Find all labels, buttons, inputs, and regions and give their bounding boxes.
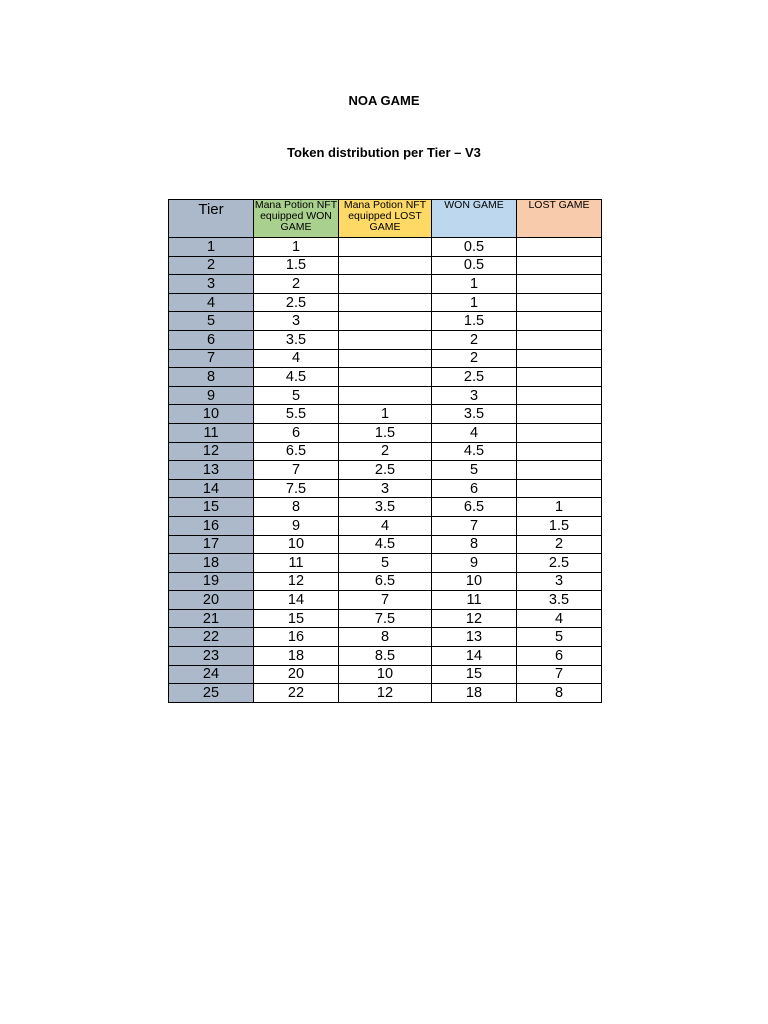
lost-cell: 5 (517, 628, 602, 647)
table-row (169, 330, 602, 349)
mana-won-cell: 3 (254, 312, 339, 331)
mana-lost-cell: 2 (339, 442, 432, 461)
tier-cell: 2 (169, 256, 254, 275)
lost-cell: 3 (517, 572, 602, 591)
tier-cell: 24 (169, 665, 254, 684)
tier-cell: 1 (169, 238, 254, 257)
won-cell: 3.5 (432, 405, 517, 424)
mana-won-cell: 6.5 (254, 442, 339, 461)
mana-won-cell: 20 (254, 665, 339, 684)
lost-cell: 8 (517, 684, 602, 703)
mana-lost-cell: 7 (339, 591, 432, 610)
mana-won-cell: 11 (254, 554, 339, 573)
mana-won-cell: 22 (254, 684, 339, 703)
table-row (169, 665, 602, 684)
mana-won-cell: 2.5 (254, 293, 339, 312)
won-cell: 15 (432, 665, 517, 684)
tier-cell: 12 (169, 442, 254, 461)
header-tier: Tier (169, 200, 254, 238)
mana-won-cell: 7.5 (254, 479, 339, 498)
tier-cell: 5 (169, 312, 254, 331)
mana-lost-cell (339, 330, 432, 349)
won-cell: 6 (432, 479, 517, 498)
lost-cell (517, 368, 602, 387)
won-cell: 8 (432, 535, 517, 554)
won-cell: 1 (432, 293, 517, 312)
won-cell: 2 (432, 349, 517, 368)
lost-cell: 6 (517, 647, 602, 666)
lost-cell: 2 (517, 535, 602, 554)
table-row (169, 684, 602, 703)
tier-cell: 14 (169, 479, 254, 498)
header-row (169, 200, 602, 238)
lost-cell (517, 293, 602, 312)
mana-lost-cell: 4 (339, 516, 432, 535)
table-row (169, 405, 602, 424)
lost-cell (517, 238, 602, 257)
mana-won-cell: 5.5 (254, 405, 339, 424)
tier-cell: 17 (169, 535, 254, 554)
lost-cell (517, 479, 602, 498)
table-row (169, 554, 602, 573)
tier-cell: 25 (169, 684, 254, 703)
won-cell: 10 (432, 572, 517, 591)
lost-cell (517, 330, 602, 349)
tier-cell: 7 (169, 349, 254, 368)
tier-cell: 3 (169, 275, 254, 294)
table-row (169, 442, 602, 461)
mana-lost-cell: 1.5 (339, 423, 432, 442)
mana-lost-cell (339, 349, 432, 368)
table-body (169, 238, 602, 703)
mana-lost-cell (339, 275, 432, 294)
won-cell: 3 (432, 386, 517, 405)
lost-cell (517, 256, 602, 275)
tier-cell: 10 (169, 405, 254, 424)
lost-cell: 4 (517, 609, 602, 628)
lost-cell: 1.5 (517, 516, 602, 535)
tier-cell: 21 (169, 609, 254, 628)
mana-lost-cell: 5 (339, 554, 432, 573)
tier-cell: 22 (169, 628, 254, 647)
tier-cell: 9 (169, 386, 254, 405)
token-distribution-table (168, 199, 602, 703)
table-row (169, 293, 602, 312)
document-title: NOA GAME (348, 93, 420, 108)
table-row (169, 628, 602, 647)
mana-lost-cell: 8.5 (339, 647, 432, 666)
mana-lost-cell (339, 368, 432, 387)
won-cell: 5 (432, 461, 517, 480)
won-cell: 18 (432, 684, 517, 703)
mana-won-cell: 1 (254, 238, 339, 257)
won-cell: 4.5 (432, 442, 517, 461)
won-cell: 0.5 (432, 238, 517, 257)
tier-cell: 16 (169, 516, 254, 535)
mana-lost-cell: 7.5 (339, 609, 432, 628)
mana-lost-cell (339, 312, 432, 331)
tier-cell: 8 (169, 368, 254, 387)
header-mana-potion-won: Mana Potion NFT equipped WON GAME (254, 200, 339, 238)
table-row (169, 516, 602, 535)
lost-cell (517, 423, 602, 442)
header-lost-game: LOST GAME (517, 200, 602, 238)
won-cell: 14 (432, 647, 517, 666)
mana-lost-cell: 12 (339, 684, 432, 703)
lost-cell: 3.5 (517, 591, 602, 610)
table-row (169, 386, 602, 405)
tier-cell: 6 (169, 330, 254, 349)
table-header (169, 200, 602, 238)
tier-cell: 4 (169, 293, 254, 312)
lost-cell: 7 (517, 665, 602, 684)
mana-lost-cell: 2.5 (339, 461, 432, 480)
tier-cell: 11 (169, 423, 254, 442)
table-row (169, 423, 602, 442)
table-row (169, 647, 602, 666)
mana-lost-cell: 6.5 (339, 572, 432, 591)
won-cell: 2.5 (432, 368, 517, 387)
mana-won-cell: 18 (254, 647, 339, 666)
document-subtitle: Token distribution per Tier – V3 (287, 145, 481, 160)
table-row (169, 275, 602, 294)
table-row (169, 312, 602, 331)
table-row (169, 368, 602, 387)
mana-won-cell: 15 (254, 609, 339, 628)
table-row (169, 591, 602, 610)
won-cell: 4 (432, 423, 517, 442)
mana-lost-cell (339, 238, 432, 257)
won-cell: 1.5 (432, 312, 517, 331)
table-row (169, 609, 602, 628)
table-row (169, 535, 602, 554)
mana-won-cell: 4 (254, 349, 339, 368)
mana-won-cell: 6 (254, 423, 339, 442)
table-row (169, 572, 602, 591)
won-cell: 12 (432, 609, 517, 628)
lost-cell (517, 312, 602, 331)
mana-won-cell: 8 (254, 498, 339, 517)
table-row (169, 479, 602, 498)
won-cell: 11 (432, 591, 517, 610)
tier-cell: 13 (169, 461, 254, 480)
mana-lost-cell (339, 386, 432, 405)
mana-won-cell: 12 (254, 572, 339, 591)
lost-cell (517, 349, 602, 368)
header-mana-potion-lost: Mana Potion NFT equipped LOST GAME (339, 200, 432, 238)
mana-lost-cell: 3 (339, 479, 432, 498)
mana-lost-cell: 10 (339, 665, 432, 684)
lost-cell (517, 386, 602, 405)
won-cell: 9 (432, 554, 517, 573)
lost-cell: 2.5 (517, 554, 602, 573)
mana-lost-cell: 3.5 (339, 498, 432, 517)
mana-won-cell: 16 (254, 628, 339, 647)
mana-won-cell: 7 (254, 461, 339, 480)
mana-won-cell: 10 (254, 535, 339, 554)
mana-won-cell: 5 (254, 386, 339, 405)
mana-won-cell: 14 (254, 591, 339, 610)
mana-won-cell: 1.5 (254, 256, 339, 275)
mana-won-cell: 4.5 (254, 368, 339, 387)
tier-cell: 23 (169, 647, 254, 666)
tier-cell: 15 (169, 498, 254, 517)
won-cell: 7 (432, 516, 517, 535)
mana-won-cell: 2 (254, 275, 339, 294)
lost-cell (517, 275, 602, 294)
won-cell: 0.5 (432, 256, 517, 275)
mana-won-cell: 3.5 (254, 330, 339, 349)
table-row (169, 349, 602, 368)
mana-lost-cell (339, 293, 432, 312)
won-cell: 1 (432, 275, 517, 294)
tier-cell: 20 (169, 591, 254, 610)
won-cell: 2 (432, 330, 517, 349)
lost-cell (517, 461, 602, 480)
tier-cell: 18 (169, 554, 254, 573)
mana-lost-cell: 4.5 (339, 535, 432, 554)
mana-lost-cell: 8 (339, 628, 432, 647)
mana-lost-cell (339, 256, 432, 275)
won-cell: 13 (432, 628, 517, 647)
table-row (169, 498, 602, 517)
lost-cell (517, 442, 602, 461)
table-row (169, 461, 602, 480)
mana-lost-cell: 1 (339, 405, 432, 424)
lost-cell: 1 (517, 498, 602, 517)
tier-cell: 19 (169, 572, 254, 591)
won-cell: 6.5 (432, 498, 517, 517)
header-won-game: WON GAME (432, 200, 517, 238)
mana-won-cell: 9 (254, 516, 339, 535)
table-row (169, 256, 602, 275)
lost-cell (517, 405, 602, 424)
table-row (169, 238, 602, 257)
